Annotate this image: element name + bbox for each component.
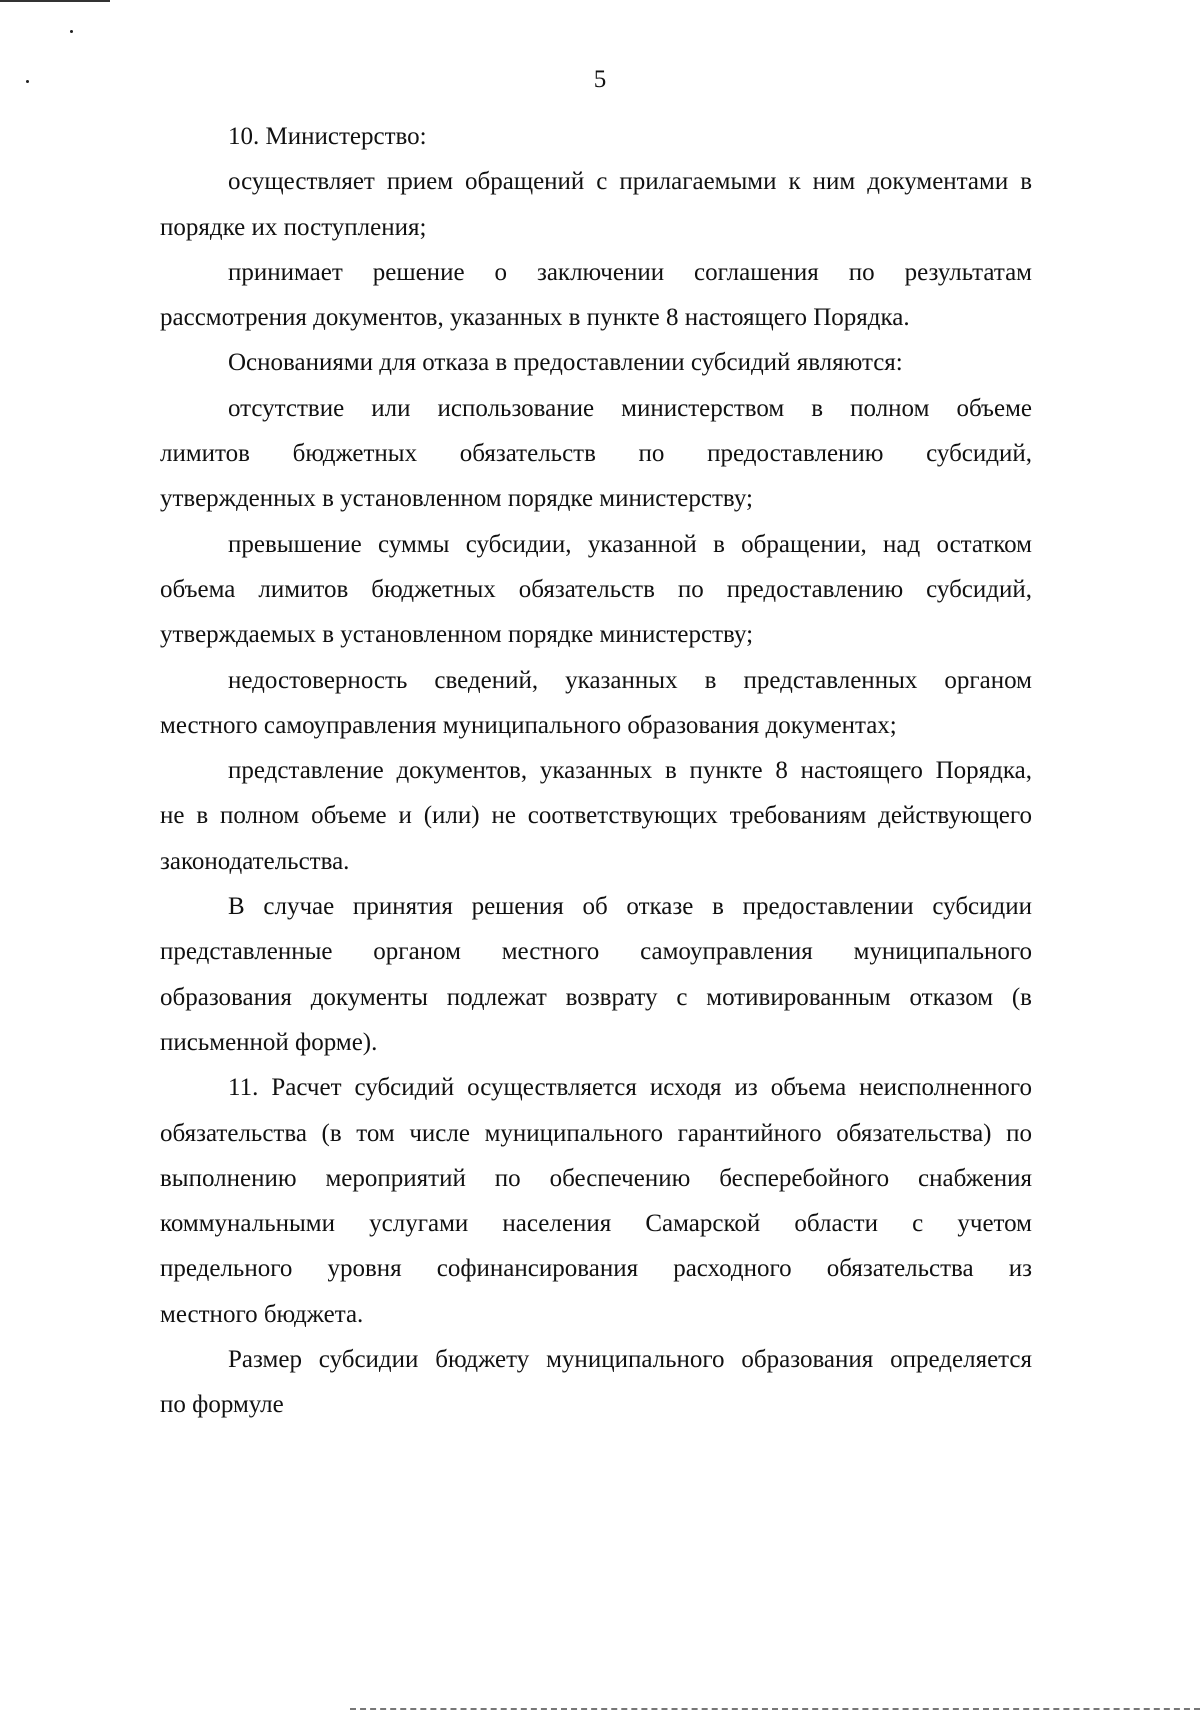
text-line: утверждаемых в установленном порядке министерству; xyxy=(160,621,754,649)
text-line: рассмотрения документов, указанных в пункте 8 настоящего Порядка. xyxy=(160,304,910,332)
text-line: не в полном объеме и (или) не соответствующих требованиям действующего xyxy=(160,802,1032,830)
text-line: 10. Министерство: xyxy=(228,123,427,150)
text-line: предельного уровня софинансирования расходного обязательства из xyxy=(160,1255,1032,1283)
scan-bottom-line xyxy=(350,1708,1200,1712)
text-line: принимает решение о заключении соглашения по результатам xyxy=(228,258,1032,286)
text-line: недостоверность сведений, указанных в представленных органом xyxy=(228,666,1032,694)
text-line: утвержденных в установленном порядке министерству; xyxy=(160,485,753,513)
document-body xyxy=(160,114,1032,1428)
text-line: образования документы подлежат возврату с мотивированным отказом (в xyxy=(160,983,1032,1011)
text-line: 11. Расчет субсидий осуществляется исходя из объема неисполненного xyxy=(228,1074,1032,1102)
paragraph xyxy=(160,114,1032,159)
text-line: объема лимитов бюджетных обязательств по предоставлению субсидий, xyxy=(160,575,1032,603)
paragraph xyxy=(160,748,1032,884)
text-line: местного самоуправления муниципального образования документах; xyxy=(160,711,897,739)
text-line: местного бюджета. xyxy=(160,1300,364,1328)
paragraph xyxy=(160,522,1032,658)
text-line: превышение суммы субсидии, указанной в обращении, над остатком xyxy=(228,530,1032,558)
paragraph xyxy=(160,250,1032,341)
text-line: Основаниями для отказа в предоставлении субсидий являются: xyxy=(228,349,903,377)
text-line: обязательства (в том числе муниципального гарантийного обязательства) по xyxy=(160,1119,1032,1147)
text-line: по формуле xyxy=(160,1391,284,1419)
text-line: Размер субсидии бюджету муниципального образования определяется xyxy=(228,1346,1032,1374)
paragraph xyxy=(160,658,1032,749)
paragraph xyxy=(160,159,1032,250)
page-number: 5 xyxy=(593,66,607,93)
text-line: представление документов, указанных в пункте 8 настоящего Порядка, xyxy=(228,757,1032,785)
scan-speck xyxy=(70,30,73,33)
text-line: представленные органом местного самоуправления муниципального xyxy=(160,938,1032,966)
paragraph xyxy=(160,1337,1032,1428)
text-line: законодательства. xyxy=(160,847,350,875)
paragraph xyxy=(160,340,1032,385)
text-line: осуществляет прием обращений с прилагаемыми к ним документами в xyxy=(228,168,1032,196)
text-line: выполнению мероприятий по обеспечению бесперебойного снабжения xyxy=(160,1164,1032,1192)
text-line: отсутствие или использование министерством в полном объеме xyxy=(228,394,1032,422)
text-line: порядке их поступления; xyxy=(160,213,427,241)
text-line: коммунальными услугами населения Самарской области с учетом xyxy=(160,1210,1032,1238)
paragraph xyxy=(160,1065,1032,1337)
text-line: В случае принятия решения об отказе в предоставлении субсидии xyxy=(228,893,1032,921)
paragraph xyxy=(160,884,1032,1065)
text-line: лимитов бюджетных обязательств по предоставлению субсидий, xyxy=(160,440,1032,468)
scan-edge-line xyxy=(0,0,110,2)
paragraph xyxy=(160,386,1032,522)
text-line: письменной форме). xyxy=(160,1028,378,1056)
